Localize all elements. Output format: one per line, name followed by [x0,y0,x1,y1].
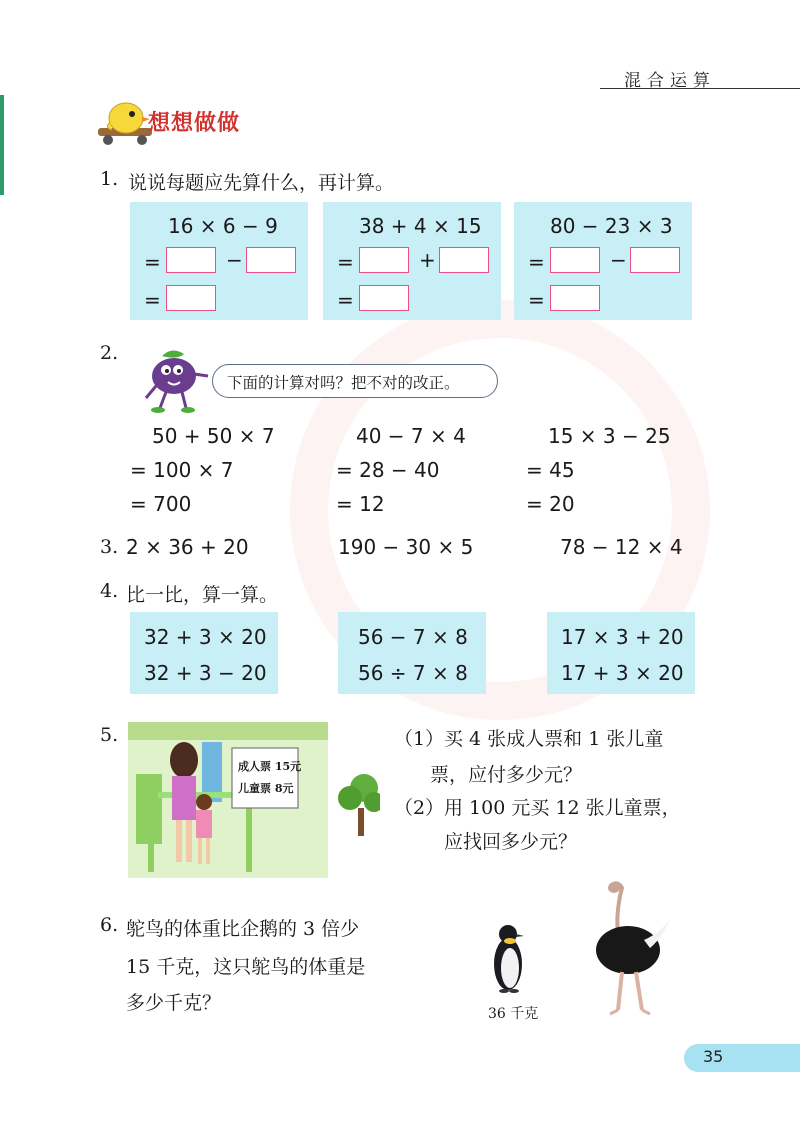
q1-number: 1. [100,168,119,190]
q6-line: 多少千克？ [126,992,222,1014]
answer-box[interactable] [166,247,216,273]
answer-box[interactable] [359,285,409,311]
q6-number: 6. [100,914,119,936]
page-number: 35 [703,1047,724,1066]
operator: − [610,248,627,272]
chapter-title: 混合运算 [624,71,716,91]
calc-line: 40 − 7 × 4 [356,424,466,448]
q4-box-3 [547,612,695,694]
q1-expression: 38 + 4 × 15 [359,214,482,238]
answer-box[interactable] [550,247,600,273]
compare-expression: 17 + 3 × 20 [561,661,684,685]
calc-line: = 45 [526,458,575,482]
section-title: 想想做做 [148,111,241,136]
ostrich-icon [588,880,672,1020]
calc-line: = 28 − 40 [336,458,440,482]
q1-box-1 [130,202,308,320]
q2-calc-1 [130,424,275,516]
q4-box-1 [130,612,278,694]
compare-expression: 32 + 3 × 20 [144,625,267,649]
calc-line: = 20 [526,492,575,516]
q5-part-2-line-1: 用 100 元买 12 张儿童票， [444,797,681,819]
calc-line: 15 × 3 − 25 [548,424,671,448]
calc-line: = 100 × 7 [130,458,234,482]
q1-expression: 80 − 23 × 3 [550,214,673,238]
chick-cart-icon [96,100,156,146]
q2-number: 2. [100,342,119,364]
compare-expression: 17 × 3 + 20 [561,625,684,649]
adult-ticket-price: 成人票 15元 [238,760,302,773]
calc-line: 50 + 50 × 7 [152,424,275,448]
compare-expression: 32 + 3 − 20 [144,661,267,685]
q5-number: 5. [100,724,119,746]
operator: − [226,248,243,272]
operator: + [419,248,436,272]
q5-part-1-line-1: 买 4 张成人票和 1 张儿童 [444,728,664,750]
ticket-booth-illustration [128,722,380,878]
q1-box-3 [514,202,692,320]
q4-number: 4. [100,580,119,602]
answer-box[interactable] [630,247,680,273]
q5-part-1-label: （1） [394,728,445,750]
eggplant-character-icon [126,336,210,416]
q1-prompt: 说说每题应先算什么，再计算。 [128,172,395,194]
compare-expression: 56 − 7 × 8 [358,625,468,649]
q2-calc-2 [336,424,466,516]
equals-sign: = [144,288,161,312]
equals-sign: = [337,250,354,274]
q3-expression: 2 × 36 + 20 [126,535,249,559]
equals-sign: = [337,288,354,312]
answer-box[interactable] [439,247,489,273]
q1-expression: 16 × 6 − 9 [168,214,278,238]
answer-box[interactable] [550,285,600,311]
q6-line: 鸵鸟的体重比企鹅的 3 倍少 [126,918,360,940]
q4-prompt: 比一比，算一算。 [126,584,279,606]
q3-expression: 78 − 12 × 4 [560,535,683,559]
calc-line: = 12 [336,492,385,516]
penguin-weight-label: 36 千克 [488,1006,539,1022]
page-number-tab [684,1044,800,1072]
q3-expression: 190 − 30 × 5 [338,535,474,559]
q1-box-2 [323,202,501,320]
compare-expression: 56 ÷ 7 × 8 [358,661,468,685]
equals-sign: = [528,250,545,274]
child-ticket-price: 儿童票 8元 [238,782,294,795]
q6-line: 15 千克，这只鸵鸟的体重是 [126,956,366,978]
q5-part-2-label: （2） [394,797,445,819]
margin-bar [0,95,4,195]
answer-box[interactable] [246,247,296,273]
q5-part-2-line-2: 应找回多少元？ [444,831,578,853]
q2-calc-3 [526,424,671,516]
ticket-booth-icon [128,722,380,878]
speech-bubble: 下面的计算对吗？把不对的改正。 [212,364,498,398]
answer-box[interactable] [166,285,216,311]
equals-sign: = [528,288,545,312]
calc-line: = 700 [130,492,192,516]
q4-box-2 [338,612,486,694]
equals-sign: = [144,250,161,274]
answer-box[interactable] [359,247,409,273]
q5-part-1-line-2: 票，应付多少元？ [430,764,583,786]
header-rule [600,88,800,89]
penguin-icon [488,922,528,994]
q3-number: 3. [100,536,119,558]
